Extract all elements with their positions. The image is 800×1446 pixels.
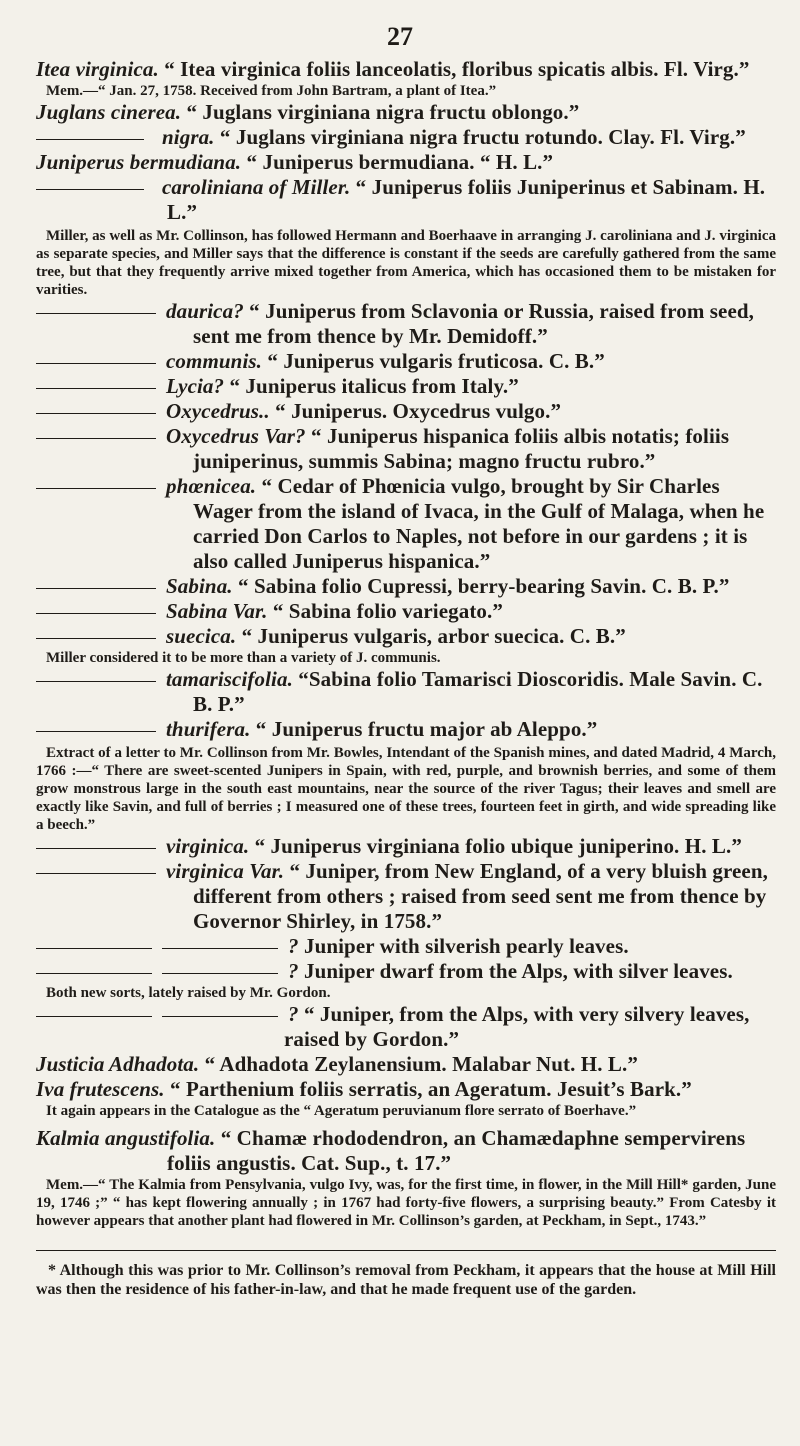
entry-name: daurica? [166,299,244,323]
entry-text: “ Juglans virginiana nigra fructu oblongo.” [186,100,580,124]
entry-name: Oxycedrus.. [166,399,270,423]
entry-name: caroliniana of Miller. [162,175,351,199]
entry-juniperus-oxycedrus [36,399,776,424]
entry-name: Lycia? [166,374,225,398]
ditto-dash [36,973,152,974]
entry-juniperus-caroliniana [36,175,776,225]
ditto-dash [36,873,156,874]
entry-kalmia-angustifolia [36,1126,776,1176]
entry-text: “Sabina folio Tamarisci Dioscoridis. Male Savin. C. B. P.” [193,667,763,716]
entry-juniperus-lycia [36,374,776,399]
entry-text: “ Cedar of Phœnicia vulgo, brought by Sir Charles Wager from the island of Ivaca, in the Gulf of Malaga, when he carried Don Carlos to Naples, not before in our gardens ; it is also called Juniperus hispanica.” [193,474,765,573]
ditto-dash [162,973,278,974]
entry-name: Juglans cinerea. [36,100,182,124]
note-ageratum: It again appears in the Catalogue as the “ Ageratum peruvianum flore serrato of Boerhave.” [46,1103,637,1119]
entry-text: “ Juniper, from the Alps, with very silvery leaves, raised by Gordon.” [284,1002,750,1051]
entry-name: Iva frutescens. [36,1077,165,1101]
ditto-dash [162,948,278,949]
entry-juniperus-oxycedrus-var [36,424,776,474]
entry-name: Sabina. [166,574,233,598]
ditto-dash [36,413,156,414]
entry-name: Oxycedrus Var? [166,424,306,448]
entry-text: “ Juniperus from Sclavonia or Russia, raised from seed, sent me from thence by Mr. Demidoff.” [193,299,755,348]
ditto-dash [36,1016,152,1017]
ditto-dash [36,189,144,190]
entry-text: Juniper dwarf from the Alps, with silver leaves. [303,959,733,983]
ditto-dash [36,438,156,439]
entry-name: nigra. [162,125,215,149]
entry-text: “ Juniperus vulgaris, arbor suecica. C. B.” [241,624,626,648]
note-miller-suecica: Miller considered it to be more than a variety of J. communis. [46,650,441,666]
ditto-dash [36,638,156,639]
entry-text: “ Adhadota Zeylanensium. Malabar Nut. H. L.” [204,1052,638,1076]
entry-text: “ Parthenium foliis serratis, an Ageratum. Jesuit’s Bark.” [170,1077,692,1101]
entry-text: “ Sabina folio Cupressi, berry-bearing Savin. C. B. P.” [238,574,730,598]
letter-extract-bowles: Extract of a letter to Mr. Collinson from Mr. Bowles, Intendant of the Spanish mines, and dated Madrid, 4 March, 1766 :—“ There are sweet-scented Junipers in Spain, with red, purple, and brownish berries, and some of them grow monstrous large in the south east mountains, near the source of the river Tagus; their leaves and smell are exactly like Savin, and full of berries ; I measured one of these trees, fourteen feet in girth, and wide spreading like a beech.” [36,745,776,833]
entry-juglans-nigra [36,125,776,150]
memo-itea: Mem.—“ Jan. 27, 1758. Received from John Bartram, a plant of Itea.” [46,83,497,99]
entry-name: ? [288,1002,299,1026]
entry-name: Itea virginica. [36,57,159,81]
entry-juniperus-communis [36,349,776,374]
ditto-dash [36,363,156,364]
entry-juniperus-suecica [36,624,776,649]
entry-juniperus-tamariscifolia [36,667,776,717]
ditto-dash [36,313,156,314]
entry-name: phœnicea. [166,474,257,498]
entry-juniper-alps-silvery [36,1002,776,1052]
entry-juniperus-sabina-var [36,599,776,624]
entry-juniperus-sabina [36,574,776,599]
entry-juniperus-daurica [36,299,776,349]
entry-text: “ Juniperus italicus from Italy.” [229,374,519,398]
entry-name: Sabina Var. [166,599,268,623]
ditto-dash [36,588,156,589]
ditto-dash [36,388,156,389]
entry-name: thurifera. [166,717,251,741]
footnote: * Although this was prior to Mr. Collinson’s removal from Peckham, it appears that the house at Mill Hill was then the residence of his father-in-law, and that he made frequent use of the garden. [36,1262,776,1298]
entry-juglans-cinerea [36,100,776,125]
entry-text: “ Juniperus foliis Juniperinus et Sabinam. H. L.” [167,175,766,224]
entry-iva-frutescens [36,1077,776,1102]
footnote-rule [36,1250,776,1251]
ditto-dash [36,848,156,849]
page-body [36,57,776,1299]
entry-juniper-dwarf-alps [36,959,776,984]
entry-name: communis. [166,349,263,373]
ditto-dash [36,731,156,732]
entry-name: ? [288,959,299,983]
entry-juniperus-virginica-var [36,859,776,934]
entry-name: suecica. [166,624,237,648]
memo-kalmia: Mem.—“ The Kalmia from Pensylvania, vulgo Ivy, was, for the first time, in flower, in the Mill Hill* garden, June 19, 1746 ;” “ has kept flowering annually ; in 1767 had forty-five flowers, a surprising beauty.” From Catesby it however appears that another plant had flowered in Mr. Collinson’s garden, at Peckham, in Sept., 1743.” [36,1177,776,1229]
ditto-dash [36,948,152,949]
entry-text: “ Juniperus hispanica foliis albis notatis; foliis juniperinus, summis Sabina; magno fructu rubro.” [193,424,730,473]
ditto-dash [36,139,144,140]
entry-juniperus-phoenicea [36,474,776,574]
ditto-dash [36,488,156,489]
entry-itea [36,57,776,82]
entry-juniperus-bermudiana [36,150,776,175]
entry-text: “ Juniper, from New England, of a very bluish green, different from others ; raised from seed sent me from thence by Governor Shirley, in 1758.” [193,859,768,933]
entry-text: “ Juniperus virginiana folio ubique juniperino. H. L.” [254,834,742,858]
entry-juniperus-virginica [36,834,776,859]
note-gordon: Both new sorts, lately raised by Mr. Gordon. [46,985,331,1001]
entry-juniper-silverish [36,934,776,959]
ditto-dash [36,681,156,682]
page-number: 27 [387,22,413,51]
entry-name: Juniperus bermudiana. [36,150,242,174]
ditto-dash [162,1016,278,1017]
entry-name: Kalmia angustifolia. [36,1126,216,1150]
entry-text: “ Juniperus fructu major ab Aleppo.” [255,717,598,741]
entry-name: virginica Var. [166,859,285,883]
entry-text: “ Chamæ rhododendron, an Chamædaphne sempervirens foliis angustis. Cat. Sup., t. 17.” [167,1126,746,1175]
ditto-dash [36,613,156,614]
entry-name: virginica. [166,834,250,858]
entry-text: “ Juglans virginiana nigra fructu rotundo. Clay. Fl. Virg.” [219,125,746,149]
entry-juniperus-thurifera [36,717,776,742]
entry-name: Justicia Adhadota. [36,1052,200,1076]
entry-text: Juniper with silverish pearly leaves. [303,934,629,958]
note-miller-caroliniana: Miller, as well as Mr. Collinson, has followed Hermann and Boerhaave in arranging J. caroliniana and J. virginica as separate species, and Miller says that the difference is constant if the seeds are carefully gathered from the same tree, but that they frequently arrive mixed together from America, which has occasioned them to be mistaken for varities. [36,228,776,298]
entry-justicia-adhadota [36,1052,776,1077]
entry-name: ? [288,934,299,958]
entry-text: “ Juniperus vulgaris fruticosa. C. B.” [267,349,605,373]
entry-text: “ Sabina folio variegato.” [272,599,503,623]
entry-text: “ Itea virginica foliis lanceolatis, floribus spicatis albis. Fl. Virg.” [164,57,750,81]
entry-text: “ Juniperus. Oxycedrus vulgo.” [275,399,562,423]
entry-text: “ Juniperus bermudiana. “ H. L.” [246,150,554,174]
entry-name: tamariscifolia. [166,667,293,691]
